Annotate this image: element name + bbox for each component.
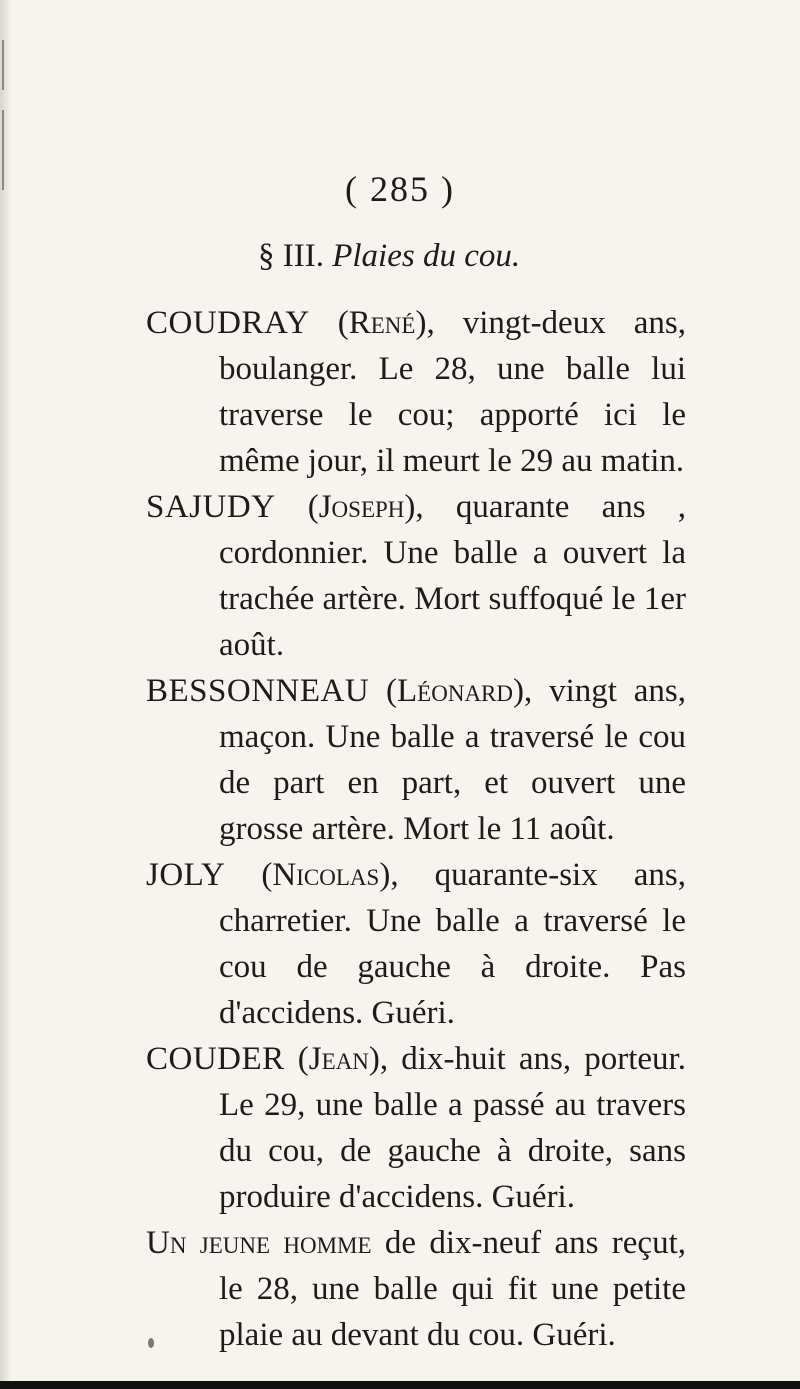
entry-text: , quarante ans , cordonnier. Une balle a ouvert la trachée artère. Mort suffoqué le 1er août. (219, 489, 686, 663)
entry-name: BESSONNEAU (146, 673, 370, 709)
entry-firstname: Jean (308, 1041, 369, 1077)
entry-firstname: Nicolas (272, 857, 380, 893)
page-number: ( 285 ) (345, 169, 455, 209)
entry-sajudy: SAJUDY (Joseph), quarante ans , cordonnier. Une balle a ouvert la trachée artère. Mort suffoqué le 1er août. (146, 489, 686, 663)
entry-name: COUDRAY (146, 305, 310, 341)
ink-speck (148, 1338, 154, 1348)
section-title: Plaies du cou. (332, 238, 521, 274)
entry-firstname: Joseph (318, 489, 405, 525)
entry-name: JOLY (146, 857, 226, 893)
entry-text: , dix-huit ans, porteur. Le 29, une balle a passé au travers du cou, de gauche à droite, sans produire d'accidens. Guéri. (219, 1041, 686, 1215)
section-heading (258, 238, 520, 275)
entry-name: COUDER (146, 1041, 285, 1077)
entry-couder: COUDER (Jean), dix-huit ans, porteur. Le 29, une balle a passé au travers du cou, de gauche à droite, sans produire d'accidens. Guéri. (146, 1041, 686, 1215)
entry-firstname: René (348, 305, 416, 341)
entry-firstname: Un jeune homme (146, 1225, 372, 1261)
entry-jeune-homme (146, 1220, 686, 1358)
entry-text: de dix-neuf ans reçut, le 28, une balle qui fit une petite plaie au devant du cou. Guéri. (219, 1225, 686, 1353)
gutter-mark (2, 40, 4, 90)
entry-coudray: COUDRAY (René), vingt-deux ans, boulanger. Le 28, une balle lui traverse le cou; apporté ici le même jour, il meurt le 29 au matin. (146, 305, 686, 479)
bottom-rule (0, 1381, 800, 1389)
entry-firstname: Léonard (397, 673, 514, 709)
patient-entries (146, 300, 686, 1358)
section-label: § III. (258, 238, 324, 274)
entry-bessonneau: BESSONNEAU (Léonard), vingt ans, maçon. Une balle a traversé le cou de part en part, et ouvert une grosse artère. Mort le 11 août. (146, 673, 686, 847)
entry-text: , quarante-six ans, charretier. Une balle a traversé le cou de gauche à droite. Pas d'accidens. Guéri. (219, 857, 686, 1031)
entry-text: , vingt ans, maçon. Une balle a traversé le cou de part en part, et ouvert une grosse artère. Mort le 11 août. (219, 673, 686, 847)
entry-joly: JOLY (Nicolas), quarante-six ans, charretier. Une balle a traversé le cou de gauche à droite. Pas d'accidens. Guéri. (146, 857, 686, 1031)
entry-text: , vingt-deux ans, boulanger. Le 28, une balle lui traverse le cou; apporté ici le même jour, il meurt le 29 au matin. (219, 305, 686, 479)
entry-name: SAJUDY (146, 489, 276, 525)
